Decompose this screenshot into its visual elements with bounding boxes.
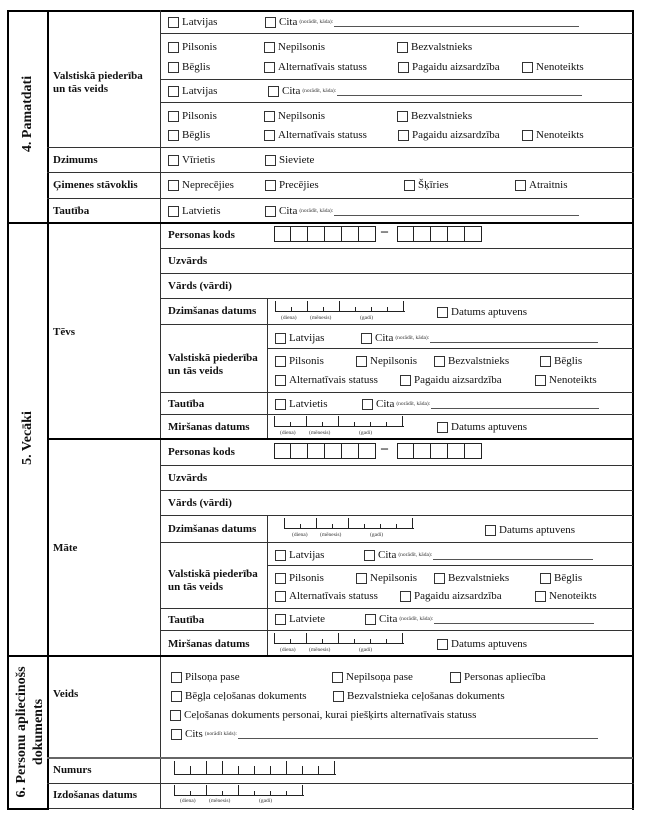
checkbox-icon[interactable] xyxy=(434,356,445,367)
checkbox-icon[interactable] xyxy=(264,62,275,73)
checkbox-icon[interactable] xyxy=(168,86,179,97)
document-number-input[interactable] xyxy=(174,762,336,775)
father-personal-code-dash: – xyxy=(381,224,388,239)
checkbox-icon[interactable] xyxy=(171,729,182,740)
father-checkbox-pagaidu[interactable]: Pagaidu aizsardzība xyxy=(400,374,502,386)
father-checkbox-nepilsonis[interactable]: Nepilsonis xyxy=(356,355,417,367)
father-checkbox-nenoteikts[interactable]: Nenoteikts xyxy=(535,374,597,386)
checkbox-icon[interactable] xyxy=(333,691,344,702)
checkbox-alternativais-2[interactable]: Alternatīvais statuss xyxy=(264,129,367,141)
divider xyxy=(160,248,633,249)
frame-right xyxy=(632,10,634,810)
mother-nationality-label: Tautība xyxy=(168,614,205,626)
checkbox-beglis-1[interactable]: Bēglis xyxy=(168,61,210,73)
mother-checkbox-nepilsonis[interactable]: Nepilsonis xyxy=(356,572,417,584)
mother-checkbox-bezvalstnieks[interactable]: Bezvalstnieks xyxy=(434,572,509,584)
father-death-date-label: Miršanas datums xyxy=(168,421,250,433)
cita-input-2[interactable] xyxy=(337,87,582,96)
checkbox-cits-dokuments[interactable]: Cits (norādīt kāds): xyxy=(171,728,598,740)
divider xyxy=(160,608,633,609)
divider xyxy=(160,102,633,103)
father-citizenship-label: Valstiskā piederība un tās veids xyxy=(168,352,258,377)
mother-cita-nationality-input[interactable] xyxy=(434,615,594,624)
mother-checkbox-beglis[interactable]: Bēglis xyxy=(540,572,582,584)
father-given-names-label: Vārds (vārdi) xyxy=(168,280,232,292)
checkbox-icon[interactable] xyxy=(332,672,343,683)
checkbox-atraitnis[interactable]: Atraitnis xyxy=(515,179,568,191)
father-death-date-input[interactable] xyxy=(274,417,404,427)
father-checkbox-cita[interactable]: Cita (norādīt, kāda): xyxy=(361,332,598,344)
checkbox-alternativais-dokuments[interactable]: Ceļošanas dokuments personai, kurai piešķirts alternatīvais statuss xyxy=(170,709,476,721)
checkbox-icon[interactable] xyxy=(265,17,276,28)
checkbox-icon[interactable] xyxy=(398,62,409,73)
mother-birth-date-label: Dzimšanas datums xyxy=(168,523,257,535)
mother-personal-code-dash: – xyxy=(381,441,388,456)
citizenship-label: Valstiskā piederība un tās veids xyxy=(53,70,143,95)
checkbox-cita-2[interactable]: Cita (norādīt, kāda): xyxy=(268,85,582,97)
checkbox-begla-dokuments[interactable]: Bēgļa ceļošanas dokuments xyxy=(171,690,307,702)
section-4-title: 4. Pamatdati xyxy=(20,75,35,153)
mother-checkbox-latviete[interactable]: Latviete xyxy=(275,613,325,625)
father-birth-date-approx[interactable]: Datums aptuvens xyxy=(437,306,527,318)
divider xyxy=(160,542,633,543)
mother-birth-date-input[interactable] xyxy=(284,519,414,529)
cita-nationality-input[interactable] xyxy=(334,207,579,216)
divider xyxy=(160,324,633,325)
caption-gadi: (gadi) xyxy=(359,647,373,653)
father-surname-label: Uzvārds xyxy=(168,255,208,267)
document-type-label: Veids xyxy=(53,688,79,700)
checkbox-icon[interactable] xyxy=(485,525,496,536)
checkbox-icon[interactable] xyxy=(400,591,411,602)
checkbox-icon[interactable] xyxy=(522,130,533,141)
checkbox-latvijas-1[interactable]: Latvijas xyxy=(168,16,217,28)
checkbox-icon[interactable] xyxy=(168,42,179,53)
mother-checkbox-cita-nationality[interactable]: Cita (norādīt, kāda): xyxy=(365,613,594,625)
issue-date-label: Izdošanas datums xyxy=(53,789,138,801)
father-checkbox-beglis[interactable]: Bēglis xyxy=(540,355,582,367)
mother-checkbox-nenoteikts[interactable]: Nenoteikts xyxy=(535,590,597,602)
caption-gadi: (gadi) xyxy=(259,798,273,804)
checkbox-nenoteikts-1[interactable]: Nenoteikts xyxy=(522,61,584,73)
father-label: Tēvs xyxy=(53,326,75,338)
father-checkbox-latvijas[interactable]: Latvijas xyxy=(275,332,324,344)
caption-diena: (diena) xyxy=(280,647,296,653)
frame-bottom xyxy=(47,808,634,809)
checkbox-bezvalstnieks-1[interactable]: Bezvalstnieks xyxy=(397,41,472,53)
checkbox-icon[interactable] xyxy=(540,356,551,367)
checkbox-icon[interactable] xyxy=(168,62,179,73)
checkbox-bezvalstnieks-2[interactable]: Bezvalstnieks xyxy=(397,110,472,122)
checkbox-icon[interactable] xyxy=(522,62,533,73)
checkbox-pilsonis-1[interactable]: Pilsonis xyxy=(168,41,217,53)
frame-top xyxy=(7,10,634,12)
mother-sublabel-divider xyxy=(267,515,268,655)
checkbox-icon[interactable] xyxy=(275,333,286,344)
checkbox-icon[interactable] xyxy=(362,399,373,410)
checkbox-pagaidu-2[interactable]: Pagaidu aizsardzība xyxy=(398,129,500,141)
checkbox-icon[interactable] xyxy=(437,422,448,433)
checkbox-icon[interactable] xyxy=(397,111,408,122)
divider xyxy=(160,757,633,759)
caption-menesis: (mēnesis) xyxy=(310,315,332,321)
mother-cita-input[interactable] xyxy=(433,551,593,560)
checkbox-precejies[interactable]: Precējies xyxy=(265,179,319,191)
checkbox-icon[interactable] xyxy=(265,206,276,217)
checkbox-icon[interactable] xyxy=(535,375,546,386)
frame-left xyxy=(7,10,9,808)
father-checkbox-cita-nationality[interactable]: Cita (norādīt, kāda): xyxy=(362,398,599,410)
nationality-label: Tautība xyxy=(53,205,90,217)
checkbox-bezvalstnieka-dokuments[interactable]: Bezvalstnieka ceļošanas dokuments xyxy=(333,690,505,702)
divider xyxy=(160,414,633,415)
mother-personal-code-part2[interactable] xyxy=(397,443,482,459)
issue-date-input[interactable] xyxy=(174,786,304,796)
mother-given-names-label: Vārds (vārdi) xyxy=(168,497,232,509)
checkbox-sieviete[interactable]: Sieviete xyxy=(265,154,314,166)
caption-menesis: (mēnesis) xyxy=(320,532,342,538)
divider xyxy=(160,79,633,80)
father-personal-code-part1[interactable] xyxy=(274,226,376,242)
checkbox-icon[interactable] xyxy=(168,17,179,28)
checkbox-icon[interactable] xyxy=(275,550,286,561)
caption-gadi: (gadi) xyxy=(359,430,373,436)
checkbox-pilsonis-2[interactable]: Pilsonis xyxy=(168,110,217,122)
checkbox-icon[interactable] xyxy=(515,180,526,191)
father-cita-input[interactable] xyxy=(430,334,598,343)
caption-diena: (diena) xyxy=(180,798,196,804)
checkbox-icon[interactable] xyxy=(264,111,275,122)
checkbox-alternativais-1[interactable]: Alternatīvais statuss xyxy=(264,61,367,73)
checkbox-nepilsonis-2[interactable]: Nepilsonis xyxy=(264,110,325,122)
divider xyxy=(47,783,634,784)
checkbox-nenoteikts-2[interactable]: Nenoteikts xyxy=(522,129,584,141)
mother-checkbox-alternativais[interactable]: Alternatīvais statuss xyxy=(275,590,378,602)
checkbox-icon[interactable] xyxy=(400,375,411,386)
checkbox-beglis-2[interactable]: Bēglis xyxy=(168,129,210,141)
checkbox-icon[interactable] xyxy=(364,550,375,561)
father-personal-code-part2[interactable] xyxy=(397,226,482,242)
divider xyxy=(47,757,160,759)
checkbox-virietis[interactable]: Vīrietis xyxy=(168,154,215,166)
section-5-title: 5. Vecāki xyxy=(20,411,35,465)
father-death-date-approx[interactable]: Datums aptuvens xyxy=(437,421,527,433)
checkbox-icon[interactable] xyxy=(264,130,275,141)
checkbox-icon[interactable] xyxy=(356,356,367,367)
checkbox-icon[interactable] xyxy=(540,573,551,584)
label-column-divider xyxy=(160,10,161,808)
mother-birth-date-approx[interactable]: Datums aptuvens xyxy=(485,524,575,536)
divider xyxy=(160,392,633,393)
checkbox-icon[interactable] xyxy=(356,573,367,584)
checkbox-nepilsona-pase[interactable]: Nepilsoņa pase xyxy=(332,671,413,683)
father-checkbox-bezvalstnieks[interactable]: Bezvalstnieks xyxy=(434,355,509,367)
caption-menesis: (mēnesis) xyxy=(209,798,231,804)
checkbox-latvijas-2[interactable]: Latvijas xyxy=(168,85,217,97)
divider xyxy=(160,630,633,631)
divider xyxy=(47,198,634,199)
checkbox-cita-nationality[interactable]: Cita (norādīt, kāda): xyxy=(265,205,579,217)
checkbox-icon[interactable] xyxy=(275,573,286,584)
checkbox-icon[interactable] xyxy=(168,206,179,217)
checkbox-pilsona-pase[interactable]: Pilsoņa pase xyxy=(171,671,240,683)
checkbox-icon[interactable] xyxy=(450,672,461,683)
father-birth-date-input[interactable] xyxy=(275,302,405,312)
divider xyxy=(160,515,633,516)
mother-checkbox-cita[interactable]: Cita (norādīt, kāda): xyxy=(364,549,593,561)
mother-death-date-input[interactable] xyxy=(274,634,404,644)
caption-menesis: (mēnesis) xyxy=(309,647,331,653)
checkbox-icon[interactable] xyxy=(397,42,408,53)
section-6-title: 6. Personu apliecinošs dokuments xyxy=(14,666,46,798)
mother-death-date-approx[interactable]: Datums aptuvens xyxy=(437,638,527,650)
checkbox-icon[interactable] xyxy=(168,111,179,122)
caption-gadi: (gadi) xyxy=(360,315,374,321)
mother-label: Māte xyxy=(53,542,78,554)
checkbox-icon[interactable] xyxy=(171,672,182,683)
father-personal-code-label: Personas kods xyxy=(168,229,235,241)
father-cita-nationality-input[interactable] xyxy=(431,400,599,409)
frame-bottom-left xyxy=(7,808,49,810)
cits-dokuments-input[interactable] xyxy=(238,730,598,739)
gender-label: Dzimums xyxy=(53,154,98,166)
divider xyxy=(47,147,634,148)
caption-menesis: (mēnesis) xyxy=(309,430,331,436)
checkbox-latvietis[interactable]: Latvietis xyxy=(168,205,221,217)
checkbox-icon[interactable] xyxy=(170,710,181,721)
father-nationality-label: Tautība xyxy=(168,398,205,410)
checkbox-icon[interactable] xyxy=(437,639,448,650)
checkbox-icon[interactable] xyxy=(168,130,179,141)
checkbox-icon[interactable] xyxy=(434,573,445,584)
divider xyxy=(267,565,633,566)
checkbox-icon[interactable] xyxy=(275,375,286,386)
divider xyxy=(47,172,634,173)
checkbox-pagaidu-1[interactable]: Pagaidu aizsardzība xyxy=(398,61,500,73)
cita-input-1[interactable] xyxy=(334,18,579,27)
checkbox-icon[interactable] xyxy=(268,86,279,97)
section-divider-4-5 xyxy=(7,222,634,224)
checkbox-icon[interactable] xyxy=(361,333,372,344)
divider xyxy=(160,273,633,274)
father-checkbox-pilsonis[interactable]: Pilsonis xyxy=(275,355,324,367)
mother-personal-code-label: Personas kods xyxy=(168,446,235,458)
checkbox-skiries[interactable]: Šķīries xyxy=(404,179,449,191)
father-checkbox-alternativais[interactable]: Alternatīvais statuss xyxy=(275,374,378,386)
checkbox-icon[interactable] xyxy=(265,155,276,166)
father-sublabel-divider xyxy=(267,298,268,438)
father-checkbox-latvietis[interactable]: Latvietis xyxy=(275,398,328,410)
mother-personal-code-part1[interactable] xyxy=(274,443,376,459)
caption-diena: (diena) xyxy=(281,315,297,321)
checkbox-icon[interactable] xyxy=(168,180,179,191)
caption-gadi: (gadi) xyxy=(370,532,384,538)
divider xyxy=(160,465,633,466)
checkbox-neprecejies[interactable]: Neprecējies xyxy=(168,179,234,191)
checkbox-icon[interactable] xyxy=(275,356,286,367)
mother-death-date-label: Miršanas datums xyxy=(168,638,250,650)
mother-checkbox-pilsonis[interactable]: Pilsonis xyxy=(275,572,324,584)
checkbox-icon[interactable] xyxy=(168,155,179,166)
parent-divider xyxy=(47,438,634,440)
checkbox-icon[interactable] xyxy=(365,614,376,625)
caption-diena: (diena) xyxy=(292,532,308,538)
checkbox-personas-apliecíba[interactable]: Personas apliecība xyxy=(450,671,546,683)
checkbox-icon[interactable] xyxy=(264,42,275,53)
checkbox-icon[interactable] xyxy=(171,691,182,702)
caption-diena: (diena) xyxy=(280,430,296,436)
father-birth-date-label: Dzimšanas datums xyxy=(168,305,257,317)
checkbox-cita-1[interactable]: Cita (norādīt, kāda): xyxy=(265,16,579,28)
checkbox-icon[interactable] xyxy=(535,591,546,602)
divider xyxy=(160,298,633,299)
section-column-divider xyxy=(47,10,49,810)
marital-label: Ģimenes stāvoklis xyxy=(53,179,138,191)
section-divider-5-6 xyxy=(7,655,634,657)
checkbox-icon[interactable] xyxy=(275,614,286,625)
mother-citizenship-label: Valstiskā piederība un tās veids xyxy=(168,568,258,593)
divider xyxy=(267,348,633,349)
checkbox-icon[interactable] xyxy=(437,307,448,318)
divider xyxy=(160,490,633,491)
checkbox-icon[interactable] xyxy=(275,591,286,602)
document-number-label: Numurs xyxy=(53,764,92,776)
mother-checkbox-latvijas[interactable]: Latvijas xyxy=(275,549,324,561)
mother-checkbox-pagaidu[interactable]: Pagaidu aizsardzība xyxy=(400,590,502,602)
checkbox-icon[interactable] xyxy=(404,180,415,191)
checkbox-icon[interactable] xyxy=(398,130,409,141)
checkbox-nepilsonis-1[interactable]: Nepilsonis xyxy=(264,41,325,53)
checkbox-icon[interactable] xyxy=(265,180,276,191)
divider xyxy=(160,33,633,34)
checkbox-icon[interactable] xyxy=(275,399,286,410)
mother-surname-label: Uzvārds xyxy=(168,472,208,484)
